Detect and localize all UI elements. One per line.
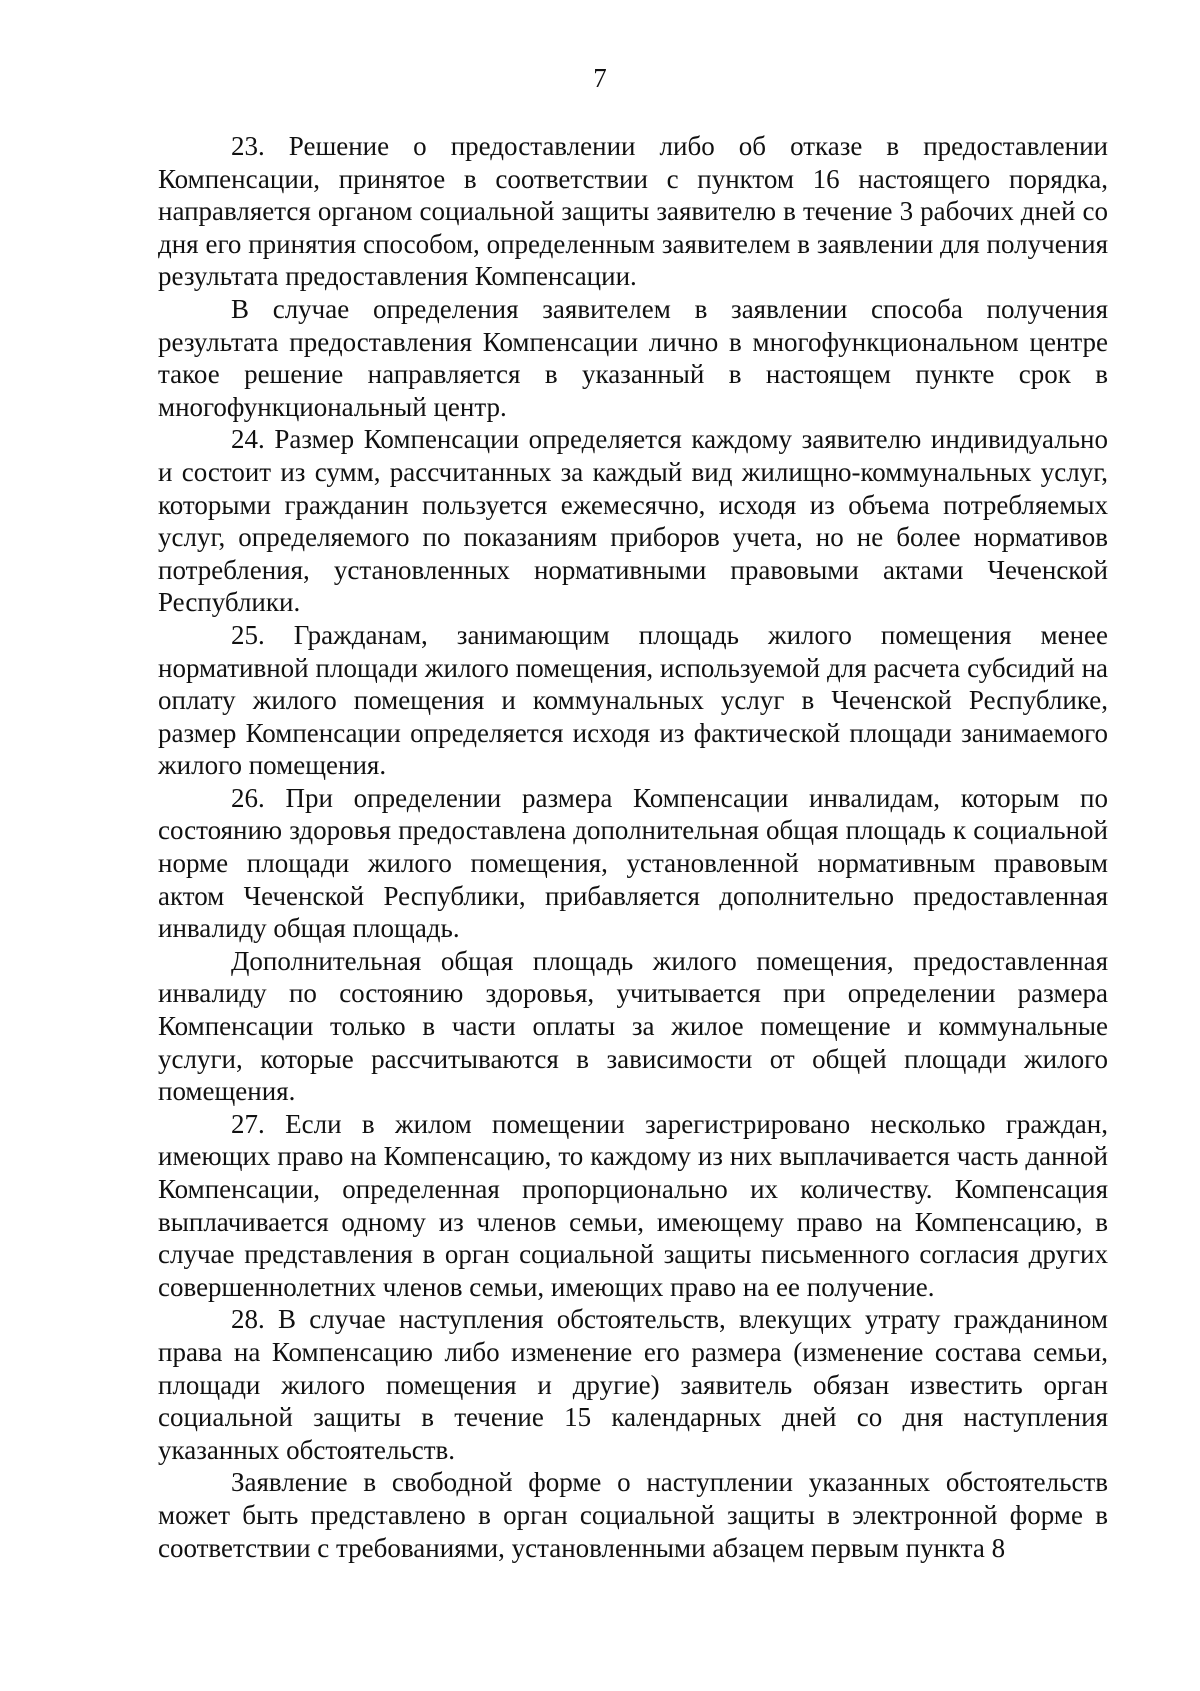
paragraph-24: 24. Размер Компенсации определяется каждому заявителю индивидуально и состоит из сумм, рассчитанных за каждый вид жилищно-коммунальных услуг, которыми гражданин пользуется ежемесячно, исходя из объема потребляемых услуг, определяемого по показаниям приборов учета, но не более нормативов потребления, установленных нормативными правовыми актами Чеченской Республики. <box>158 424 1108 618</box>
paragraph-26-continuation: Дополнительная общая площадь жилого помещения, предоставленная инвалиду по состоянию здоровья, учитывается при определении размера Компенсации только в части оплаты за жилое помещение и коммунальные услуги, которые рассчитываются в зависимости от общей площади жилого помещения. <box>158 945 1108 1107</box>
paragraph-25: 25. Гражданам, занимающим площадь жилого помещения менее нормативной площади жилого помещения, используемой для расчета субсидий на оплату жилого помещения и коммунальных услуг в Чеченской Республике, размер Компенсации определяется исходя из фактической площади занимаемого жилого помещения. <box>158 619 1108 781</box>
paragraph-26: 26. При определении размера Компенсации инвалидам, которым по состоянию здоровья предоставлена дополнительная общая площадь к социальной норме площади жилого помещения, установленной нормативным правовым актом Чеченской Республики, прибавляется дополнительно предоставленная инвалиду общая площадь. <box>158 782 1108 944</box>
paragraph-23: 23. Решение о предоставлении либо об отказе в предоставлении Компенсации, принятое в соответствии с пунктом 16 настоящего порядка, направляется органом социальной защиты заявителю в течение 3 рабочих дней со дня его принятия способом, определенным заявителем в заявлении для получения результата предоставления Компенсации. <box>158 131 1108 292</box>
paragraph-27: 27. Если в жилом помещении зарегистрировано несколько граждан, имеющих право на Компенсацию, то каждому из них выплачивается часть данной Компенсации, определенная пропорционально их количеству. Компенсация выплачивается одному из членов семьи, имеющему право на Компенсацию, в случае представления в орган социальной защиты письменного согласия других совершеннолетних членов семьи, имеющих право на ее получение. <box>158 1108 1108 1302</box>
paragraph-23-continuation: В случае определения заявителем в заявлении способа получения результата предоставления Компенсации лично в многофункциональном центре такое решение направляется в указанный в настоящем пункте срок в многофункциональный центр. <box>158 293 1108 422</box>
page-number: 7 <box>593 63 607 93</box>
paragraph-28-continuation: Заявление в свободной форме о наступлении указанных обстоятельств может быть представлено в орган социальной защиты в электронной форме в соответствии с требованиями, установленными абзацем первым пункта 8 <box>158 1467 1108 1563</box>
paragraph-28: 28. В случае наступления обстоятельств, влекущих утрату гражданином права на Компенсацию либо изменение его размера (изменение состава семьи, площади жилого помещения и другие) заявитель обязан известить орган социальной защиты в течение 15 календарных дней со дня наступления указанных обстоятельств. <box>158 1304 1108 1465</box>
document-body <box>158 130 1108 1564</box>
